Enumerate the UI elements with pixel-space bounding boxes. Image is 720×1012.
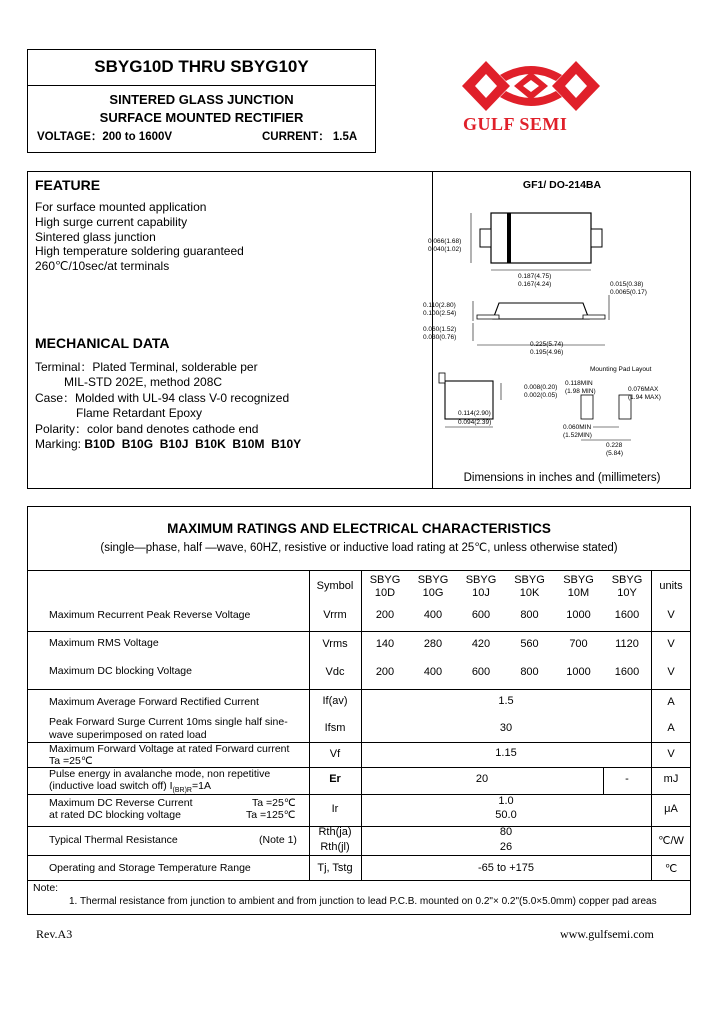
part-column-header: SBYG 10J	[465, 574, 497, 599]
case-line-2: Flame Retardant Epoxy	[76, 406, 203, 421]
unit-cell: V	[667, 609, 675, 621]
dim-label: 0.030(0.76)	[423, 334, 457, 341]
symbol-cell: Vrrm	[323, 609, 347, 621]
divider	[27, 880, 691, 881]
param-label: at rated DC blocking voltage	[49, 809, 181, 821]
list-item: High surge current capability	[35, 214, 188, 229]
case-line: Case：Molded with UL-94 class V-0 recognized	[35, 390, 290, 405]
value-cell: 1.5	[498, 695, 514, 707]
dim-label: 0.225(5.74)	[530, 341, 564, 348]
website-url: www.gulfsemi.com	[560, 927, 654, 941]
value-cell: 1000	[566, 666, 591, 678]
dim-label: 0.118MIN	[565, 380, 593, 387]
dim-label: 0.015(0.38)	[610, 281, 644, 288]
dim-label: 0.060MIN	[563, 424, 592, 431]
units-header: units	[659, 580, 683, 592]
note-text: 1. Thermal resistance from junction to ambient and from junction to lead P.C.B. mounted on 0.2"× 0.2"(5.0×5.0mm) copper pad areas	[69, 896, 657, 907]
divider	[27, 855, 691, 856]
param-label: Maximum DC Reverse Current	[49, 797, 193, 809]
part-column-header: SBYG 10M	[563, 574, 594, 599]
divider	[27, 631, 691, 632]
param-label: Maximum Forward Voltage at rated Forward current	[49, 743, 290, 755]
mechanical-data	[35, 360, 301, 452]
value-cell: 1600	[614, 609, 640, 621]
part-range-title: SBYG10D THRU SBYG10Y	[94, 57, 309, 76]
terminal-line: Terminal：Plated Terminal, solderable per	[35, 360, 258, 374]
dim-label: 0.008(0.20)	[524, 384, 558, 391]
value-cell: -65 to +175	[478, 862, 534, 874]
value-cell: 400	[423, 666, 443, 678]
value-cell: 20	[475, 773, 489, 785]
param-label: Operating and Storage Temperature Range	[49, 862, 251, 874]
list-item: 260℃/10sec/at terminals	[35, 259, 170, 274]
title-line-2: SURFACE MOUNTED RECTIFIER	[99, 110, 304, 125]
dim-label: 0.002(0.05)	[524, 392, 558, 399]
dim-label: 0.076MAX	[628, 386, 659, 393]
unit-cell: mJ	[663, 773, 679, 785]
value-cell: 280	[423, 638, 443, 650]
value-cell: 600	[471, 666, 491, 678]
value-cell: 700	[569, 638, 588, 650]
value-cell: 560	[520, 638, 539, 650]
dim-label: 0.060(1.52)	[423, 326, 457, 333]
value-cell: 30	[499, 722, 513, 734]
dim-label: (1.94 MAX)	[628, 394, 661, 401]
divider	[27, 570, 691, 571]
dim-label: 0.0065(0.17)	[610, 289, 647, 296]
part-column-header: SBYG 10D	[369, 574, 401, 599]
dim-label: 0.110(2.80)	[423, 302, 456, 309]
symbol-cell: Tj, Tstg	[317, 862, 353, 874]
marking-line: Marking: B10D B10G B10J B10K B10M B10Y	[35, 437, 302, 452]
pad-title: Mounting Pad Layout	[590, 366, 652, 373]
unit-cell: ℃/W	[658, 835, 684, 847]
unit-cell: A	[667, 696, 675, 708]
unit-cell: V	[667, 638, 675, 650]
value-cell: 80	[499, 826, 513, 838]
value-cell: 140	[375, 638, 395, 650]
brand-name: GULF SEMI	[463, 114, 568, 134]
divider	[27, 689, 691, 690]
unit-cell: V	[667, 666, 675, 678]
symbol-cell: If(av)	[322, 695, 348, 707]
value-cell: 50.0	[495, 809, 517, 821]
gulf-semi-logo	[456, 55, 606, 135]
mechanical-heading: MECHANICAL DATA	[35, 335, 170, 351]
logo-mark-icon	[456, 55, 606, 117]
param-label: Ta =25℃	[252, 797, 296, 809]
voltage-spec: VOLTAGE：200 to 1600V	[37, 131, 173, 143]
param-label: Maximum DC blocking Voltage	[49, 665, 192, 677]
dim-label: 0.066(1.68)	[428, 238, 462, 245]
param-label: Maximum Recurrent Peak Reverse Voltage	[49, 609, 251, 621]
param-label: wave superimposed on rated load	[49, 729, 207, 741]
symbol-cell: Vrms	[322, 638, 348, 650]
value-cell: 400	[423, 609, 443, 621]
symbol-cell: Ir	[331, 803, 339, 815]
feature-list	[35, 200, 244, 274]
dim-label: 0.094(2.39)	[458, 419, 492, 426]
param-label: (inductive load switch off) $I_{(BR)R}=1A$	[49, 780, 211, 795]
ratings-table	[27, 506, 691, 915]
value-cell: 1600	[614, 666, 640, 678]
dim-label: 0.040(1.02)	[428, 246, 462, 253]
feature-heading: FEATURE	[35, 177, 101, 193]
value-cell: -	[625, 773, 629, 785]
symbol-header: Symbol	[316, 580, 354, 592]
value-cell: 26	[499, 841, 513, 853]
dimensions-note: Dimensions in inches and (millimeters)	[463, 472, 661, 484]
dim-label: 0.167(4.24)	[518, 281, 552, 288]
note-label: Note:	[33, 882, 59, 894]
ratings-subtitle: (single—phase, half —wave, 60HZ, resistive or inductive load rating at 25℃, unless otherwise stated)	[100, 542, 618, 554]
symbol-cell: Ifsm	[324, 722, 346, 734]
terminal-line-2: MIL-STD 202E, method 208C	[64, 375, 223, 390]
part-column-header: SBYG 10Y	[611, 574, 643, 599]
dim-label: 0.187(4.75)	[518, 273, 552, 280]
dim-label: 0.228	[606, 442, 623, 449]
param-label: Peak Forward Surge Current 10ms single half sine-	[49, 716, 288, 728]
unit-cell: ℃	[664, 863, 678, 875]
list-item: For surface mounted application	[35, 200, 207, 214]
dim-label: 0.114(2.90)	[458, 410, 491, 417]
param-label: Typical Thermal Resistance	[49, 834, 178, 846]
value-cell: 800	[520, 666, 539, 678]
symbol-cell: Er	[329, 773, 341, 785]
symbol-cell: Rth(jl)	[320, 841, 350, 853]
dim-label: (1.52MIN)	[563, 432, 592, 439]
dim-label: 0.100(2.54)	[423, 310, 457, 317]
unit-cell: V	[667, 748, 675, 760]
package-name: GF1/ DO-214BA	[522, 179, 602, 191]
param-label: Maximum RMS Voltage	[49, 637, 159, 649]
value-cell: 200	[375, 666, 395, 678]
value-cell: 1.15	[495, 747, 517, 759]
symbol-cell: Vf	[329, 748, 341, 760]
part-column-header: SBYG 10G	[417, 574, 449, 599]
value-cell: 800	[520, 609, 539, 621]
value-cell: 420	[471, 638, 491, 650]
part-column-header: SBYG 10K	[514, 574, 545, 599]
symbol-cell: Vdc	[325, 666, 345, 678]
list-item: Sintered glass junction	[35, 229, 156, 244]
polarity-line: Polarity：color band denotes cathode end	[35, 421, 259, 436]
value-cell: 1120	[615, 638, 639, 650]
divider	[27, 85, 376, 86]
dim-label: (1.98 MIN)	[565, 388, 596, 395]
ratings-title: MAXIMUM RATINGS AND ELECTRICAL CHARACTERISTICS	[167, 521, 551, 536]
param-label: (Note 1)	[259, 834, 297, 846]
value-cell: 200	[375, 609, 395, 621]
param-label: Ta =125℃	[246, 809, 296, 821]
unit-cell: μA	[664, 803, 678, 815]
revision-label: Rev.A3	[36, 927, 73, 941]
current-spec: CURRENT： 1.5A	[262, 131, 358, 143]
dim-label: (5.84)	[606, 450, 623, 457]
dim-label: 0.195(4.96)	[530, 349, 564, 356]
value-cell: 1.0	[498, 795, 514, 807]
param-label: Maximum Average Forward Rectified Current	[49, 696, 259, 708]
unit-cell: A	[667, 722, 675, 734]
param-label: Ta =25℃	[49, 755, 93, 767]
title-line-1: SINTERED GLASS JUNCTION	[109, 92, 294, 107]
param-label: Pulse energy in avalanche mode, non repetitive	[49, 768, 271, 780]
value-cell: 1000	[566, 609, 591, 621]
symbol-cell: Rth(ja)	[318, 826, 352, 838]
list-item: High temperature soldering guaranteed	[35, 244, 244, 259]
value-cell: 600	[471, 609, 491, 621]
